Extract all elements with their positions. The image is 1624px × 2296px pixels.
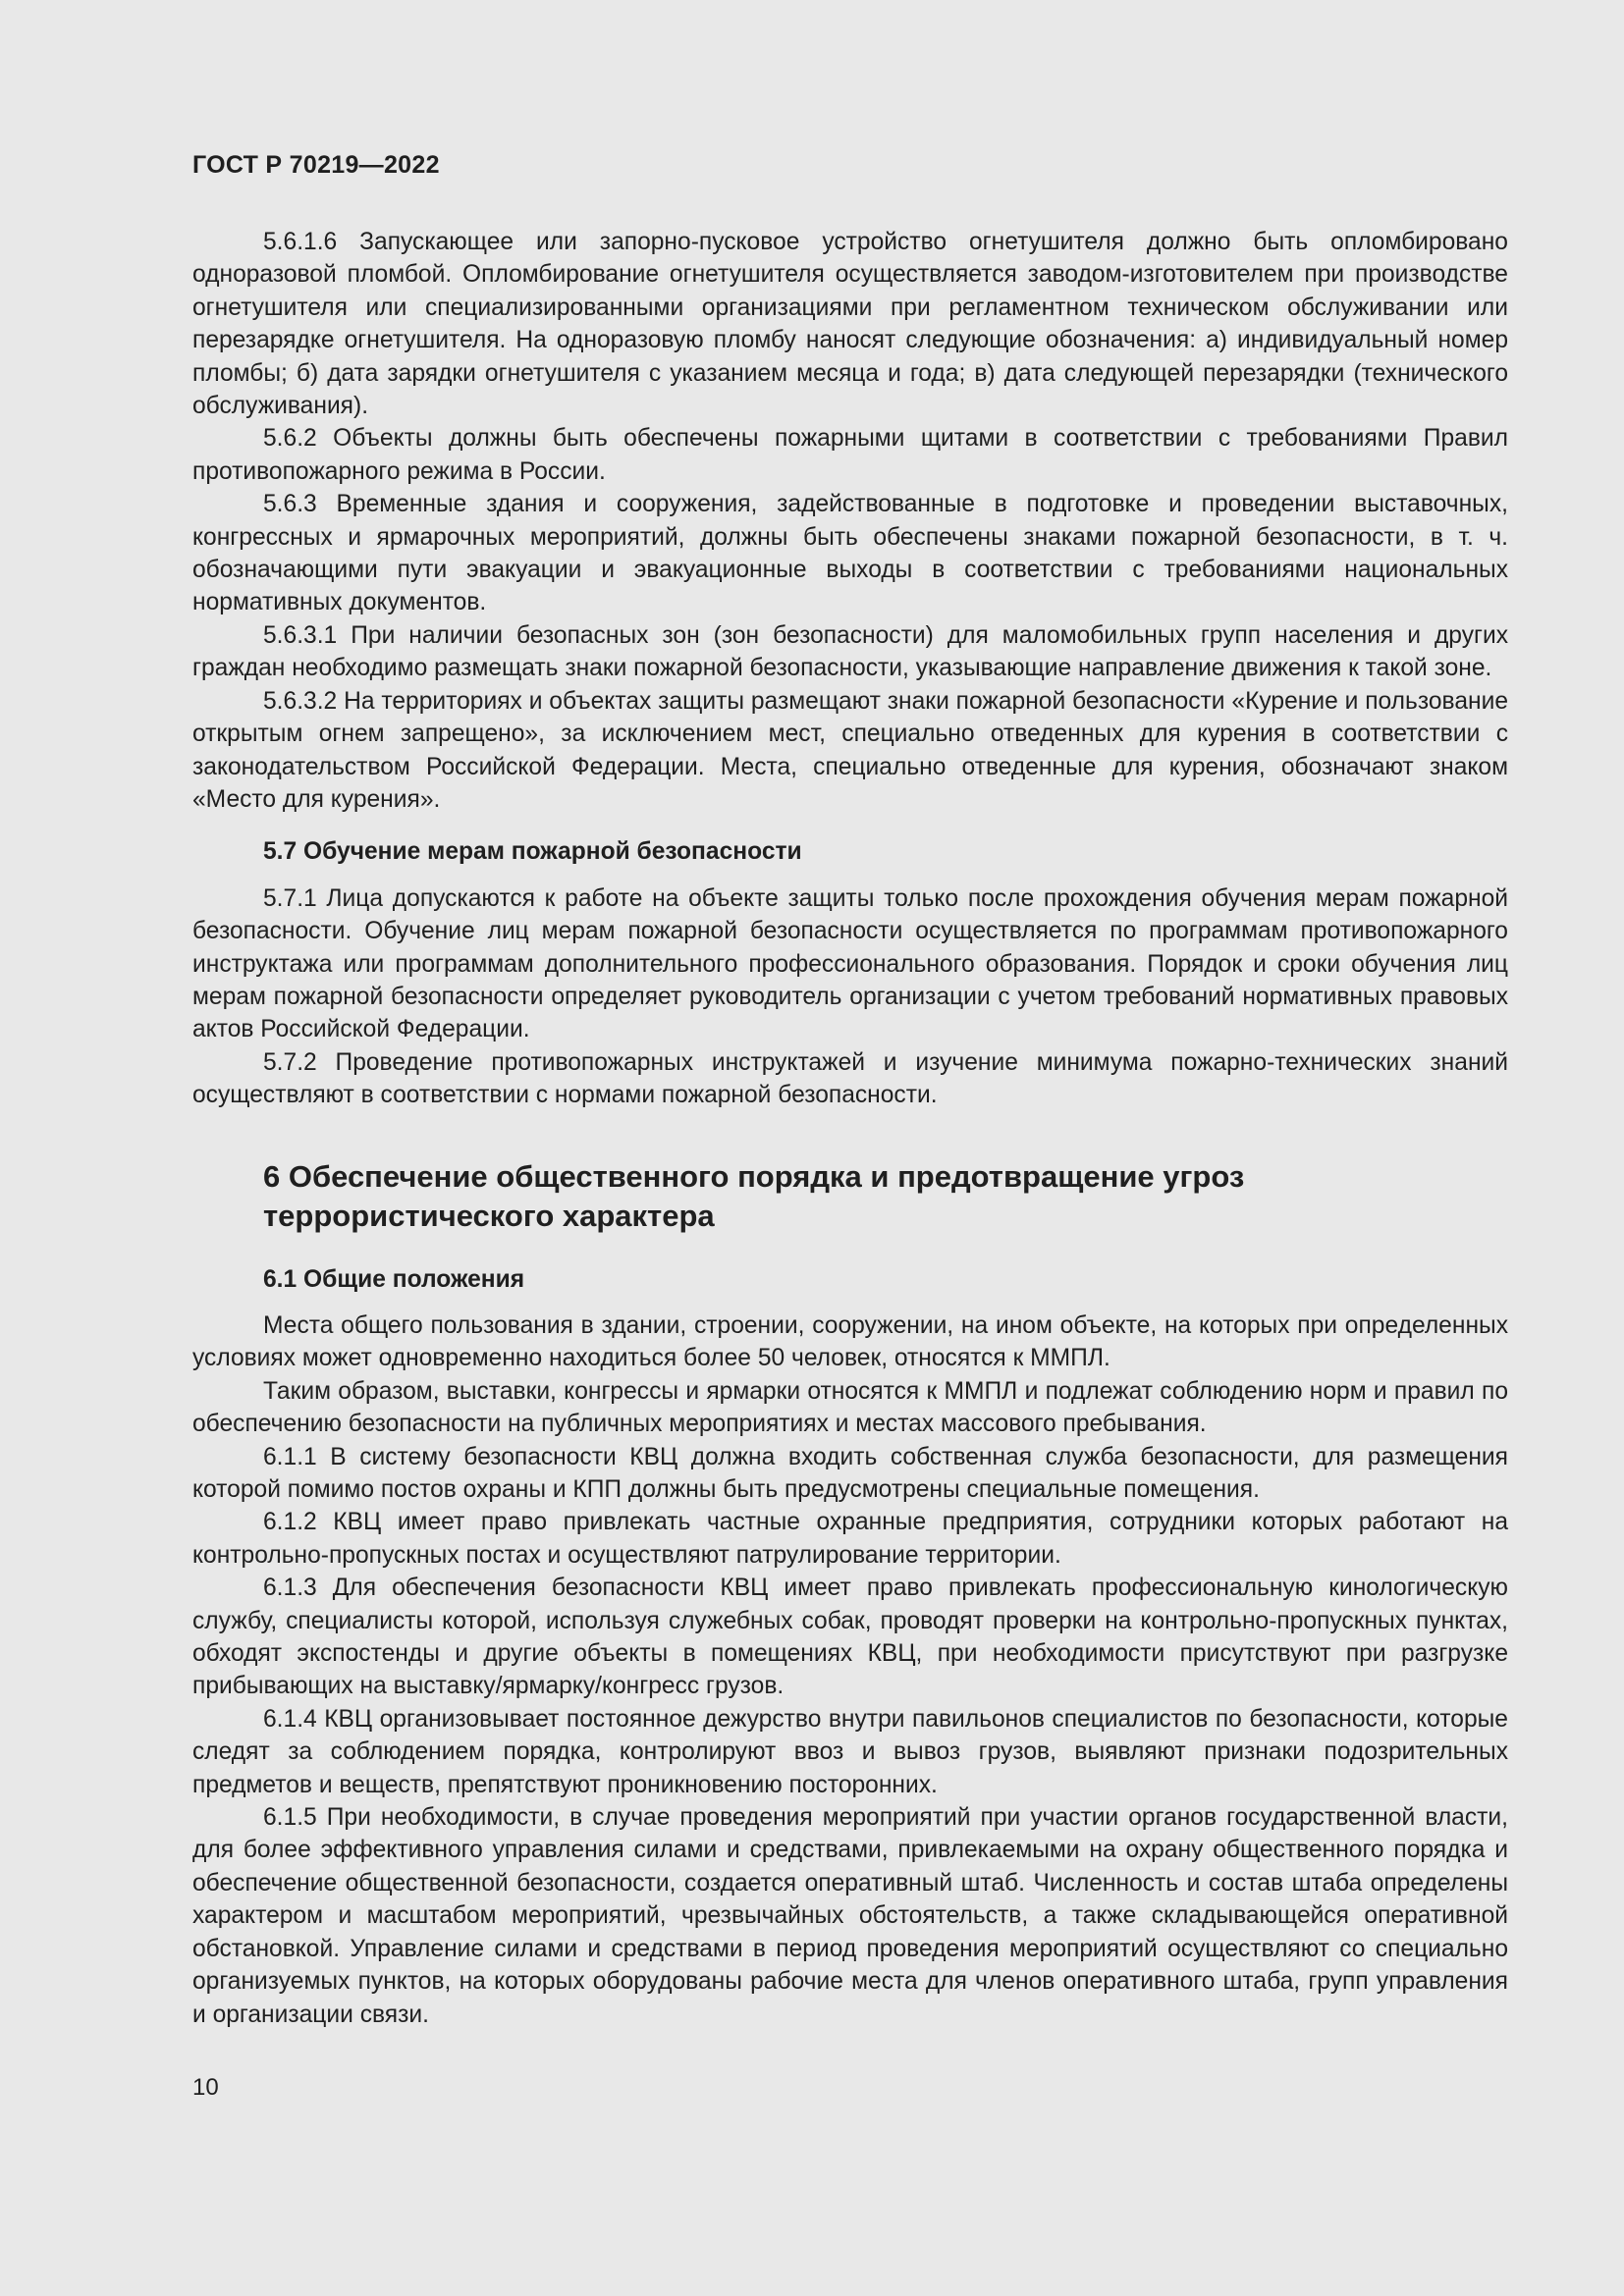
paragraph-6-1-1: 6.1.1 В систему безопасности КВЦ должна входить собственная служба безопасности, для размещения которой помимо постов охраны и КПП должны быть предусмотрены специальные помещения.: [192, 1443, 1508, 1503]
heading-6-1: 6.1 Общие положения: [263, 1265, 525, 1293]
paragraph-6-1-intro-2: Таким образом, выставки, конгрессы и ярмарки относятся к ММПЛ и подлежат соблюдению норм и правил по обеспечению безопасности на публичных мероприятиях и местах массового пребывания.: [192, 1377, 1508, 1438]
paragraph-5-7-2: 5.7.2 Проведение противопожарных инструктажей и изучение минимума пожарно-технических знаний осуществляют в соответствии с нормами пожарной безопасности.: [192, 1048, 1508, 1109]
paragraph-6-1-4: 6.1.4 КВЦ организовывает постоянное дежурство внутри павильонов специалистов по безопасности, которые следят за соблюдением порядка, контролируют ввоз и вывоз грузов, выявляют признаки подозрительных предметов и веществ, препятствуют проникновению посторонних.: [192, 1705, 1508, 1798]
document-body: [192, 226, 1508, 2031]
paragraph-5-6-3: 5.6.3 Временные здания и сооружения, задействованные в подготовке и проведении выставочных, конгрессных и ярмарочных мероприятий, должны быть обеспечены знаками пожарной безопасности, в т. ч. обозначающими пути эвакуации и эвакуационные выходы в соответствии с требованиями национальных нормативных документов.: [192, 491, 1508, 616]
paragraph-6-1-5: 6.1.5 При необходимости, в случае проведения мероприятий при участии органов государственной власти, для более эффективного управления силами и средствами, привлекаемыми на охрану общественного порядка и обеспечение общественной безопасности, создается оперативный штаб. Численность и состав штаба определены характером и масштабом мероприятий, чрезвычайных обстоятельств, а также складывающейся оперативной обстановкой. Управление силами и средствами в период проведения мероприятий осуществляют со специально организуемых пунктов, на которых оборудованы рабочие места для членов оперативного штаба, групп управления и организации связи.: [192, 1804, 1508, 2028]
page-number: 10: [192, 2074, 219, 2101]
paragraph-5-6-1-6: 5.6.1.6 Запускающее или запорно-пусковое устройство огнетушителя должно быть опломбировано одноразовой пломбой. Опломбирование огнетушителя осуществляется заводом-изготовителем при производстве огнетушителя или специализированными организациями при регламентном техническом обслуживании или перезарядке огнетушителя. На одноразовую пломбу наносят следующие обозначения: а) индивидуальный номер пломбы; б) дата зарядки огнетушителя с указанием месяца и года; в) дата следующей перезарядки (технического обслуживания).: [192, 229, 1508, 420]
paragraph-6-1-3: 6.1.3 Для обеспечения безопасности КВЦ имеет право привлекать профессиональную кинологическую службу, специалисты которой, используя служебных собак, проводят проверки на контрольно-пропускных пунктах, обходят экспостенды и другие объекты в помещениях КВЦ, при необходимости присутствуют при разгрузке прибывающих на выставку/ярмарку/конгресс грузов.: [192, 1575, 1508, 1700]
paragraph-5-6-2: 5.6.2 Объекты должны быть обеспечены пожарными щитами в соответствии с требованиями Правил противопожарного режима в России.: [192, 425, 1508, 485]
paragraph-6-1-intro-1: Места общего пользования в здании, строении, сооружении, на ином объекте, на которых при определенных условиях может одновременно находиться более 50 человек, относятся к ММПЛ.: [192, 1311, 1508, 1372]
paragraph-5-6-3-2: 5.6.3.2 На территориях и объектах защиты размещают знаки пожарной безопасности «Курение и пользование открытым огнем запрещено», за исключением мест, специально отведенных для курения в соответствии с законодательством Российской Федерации. Места, специально отведенные для курения, обозначают знаком «Место для курения».: [192, 687, 1508, 813]
heading-5-7: 5.7 Обучение мерам пожарной безопасности: [263, 838, 802, 866]
document-header: ГОСТ Р 70219—2022: [192, 151, 440, 179]
section-heading-6: 6 Обеспечение общественного порядка и предотвращение угроз террористического характера: [263, 1158, 1245, 1233]
paragraph-5-7-1: 5.7.1 Лица допускаются к работе на объекте защиты только после прохождения обучения мерам пожарной безопасности. Обучение лиц мерам пожарной безопасности осуществляется по программам противопожарного инструктажа или программам дополнительного профессионального образования. Порядок и сроки обучения лиц мерам пожарной безопасности определяет руководитель организации с учетом требований нормативных правовых актов Российской Федерации.: [192, 884, 1508, 1043]
paragraph-6-1-2: 6.1.2 КВЦ имеет право привлекать частные охранные предприятия, сотрудники которых работают на контрольно-пропускных постах и осуществляют патрулирование территории.: [192, 1509, 1508, 1569]
paragraph-5-6-3-1: 5.6.3.1 При наличии безопасных зон (зон безопасности) для маломобильных групп населения и других граждан необходимо размещать знаки пожарной безопасности, указывающие направление движения к такой зоне.: [192, 621, 1508, 682]
